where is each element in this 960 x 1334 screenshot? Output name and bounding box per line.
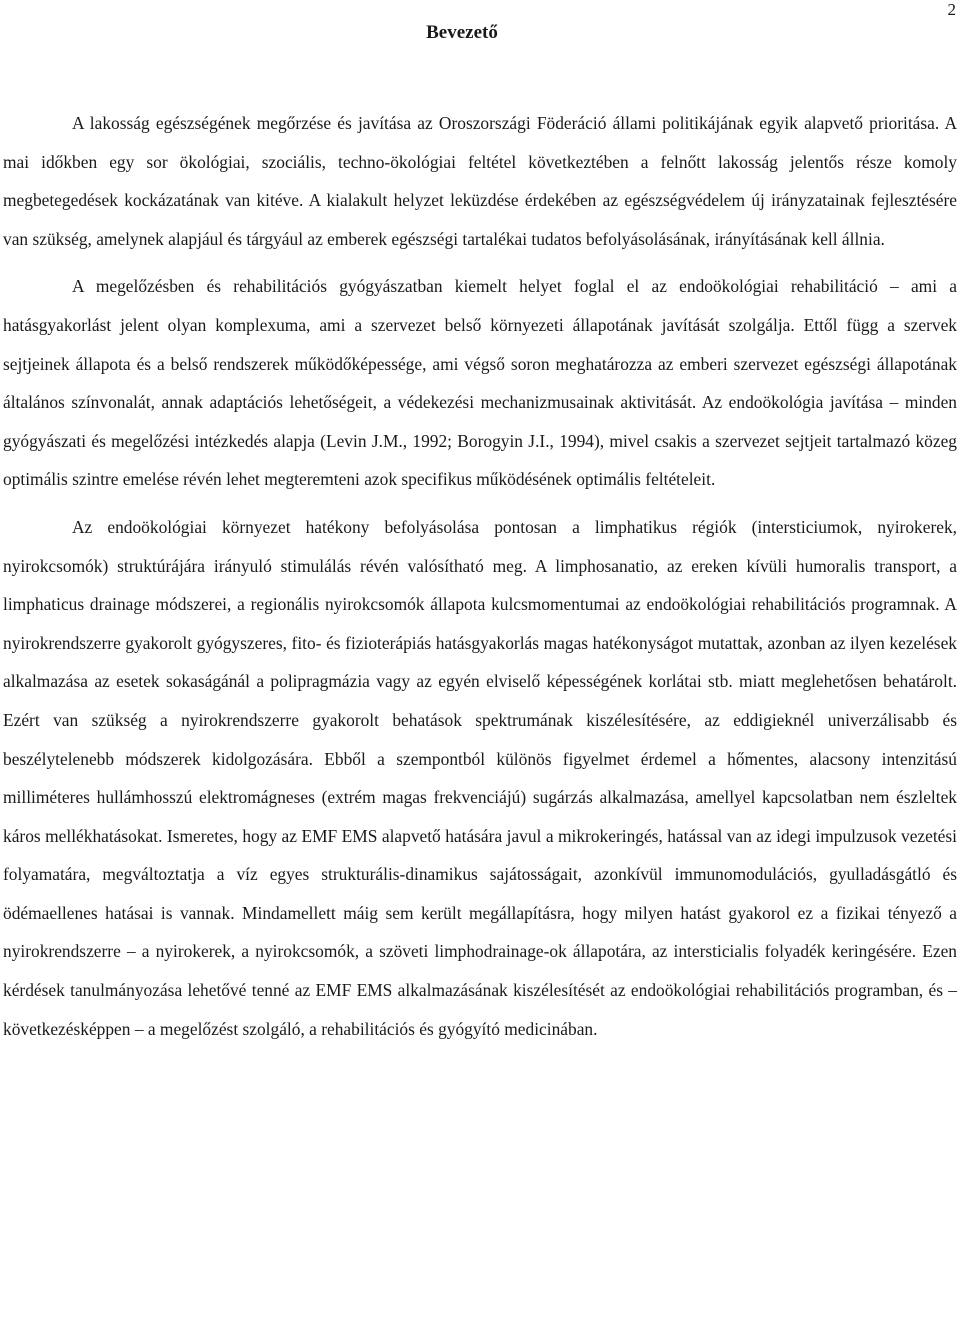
- page-title: Bevezető: [426, 22, 498, 43]
- paragraph-intro: A lakosság egészségének megőrzése és javítása az Oroszországi Föderáció állami politikájának egyik alapvető prioritása. A mai időkben egy sor ökológiai, szociális, techno-ökológiai feltétel következtében a felnőtt lakosság jelentős része komoly megbetegedések kockázatának van kitéve. A kialakult helyzet leküzdése érdekében az egészségvédelem új irányzatainak fejlesztésére van szükség, amelynek alapjául és tárgyául az emberek egészségi tartalékai tudatos befolyásolásának, irányításának kell állnia.: [3, 113, 957, 249]
- page-number: 2: [947, 0, 956, 19]
- document-body: [3, 104, 957, 1048]
- paragraph-lymphatic: Az endoökológiai környezet hatékony befolyásolása pontosan a limphatikus régiók (intersticiumok, nyirokerek, nyirokcsomók) struktúrájára irányuló stimulálás révén valósítható meg. A limphosanatio, az ereken kívüli humoralis transport, a limphaticus drainage módszerei, a regionális nyirokcsomók állapota kulcsmomentumai az endoökológiai rehabilitációs programnak. A nyirokrendszerre gyakorolt gyógyszeres, fito- és fizioterápiás hatásgyakorlás magas hatékonyságot mutattak, azonban az ilyen kezelések alkalmazása az esetek sokaságánál a polipragmázia vagy az egyén elviselő képességének korlátai stb. miatt meglehetősen behatárolt. Ezért van szükség a nyirokrendszerre gyakorolt behatások spektrumának kiszélesítésére, az eddigieknél univerzálisabb és beszélytelenebb módszerek kidolgozására. Ebből a szempontból különös figyelmet érdemel a hőmentes, alacsony intenzitású milliméteres hullámhosszú elektromágneses (extrém magas frekvenciájú) sugárzás alkalmazása, amellyel kapcsolatban nem észleltek káros mellékhatásokat. Ismeretes, hogy az EMF EMS alapvető hatására javul a mikrokeringés, hatással van az idegi impulzusok vezetési folyamatára, megváltoztatja a víz egyes strukturális-dinamikus sajátosságait, azonkívül immunomodulációs, gyulladásgátló és ödémaellenes hatásai is vannak. Mindamellett máig sem került megállapításra, hogy milyen hatást gyakorol ez a fizikai tényező a nyirokrendszerre – a nyirokerek, a nyirokcsomók, a szöveti limphodrainage-ok állapotára, az intersticialis folyadék keringésére. Ezen kérdések tanulmányozása lehetővé tenné az EMF EMS alkalmazásának kiszélesítését az endoökológiai rehabilitációs programban, és – következésképpen – a megelőzést szolgáló, a rehabilitációs és gyógyító medicinában.: [3, 516, 957, 1039]
- paragraph-endoecology: A megelőzésben és rehabilitációs gyógyászatban kiemelt helyet foglal el az endoökológiai rehabilitáció – ami a hatásgyakorlást jelent olyan komplexuma, ami a szervezet belső környezeti állapotának javítását szolgálja. Ettől függ a szervek sejtjeinek állapota és a belső rendszerek működőképessége, ami végső soron meghatározza az emberi szervezet egészségi állapotának általános színvonalát, annak adaptációs lehetőségeit, a védekezési mechanizmusainak aktivitását. Az endoökológia javítása – minden gyógyászati és megelőzési intézkedés alapja (Levin J.M., 1992; Borogyin J.I., 1994), mivel csakis a szervezet sejtjeit tartalmazó közeg optimális szintre emelése révén lehet megteremteni azok specifikus működésének optimális feltételeit.: [3, 276, 957, 490]
